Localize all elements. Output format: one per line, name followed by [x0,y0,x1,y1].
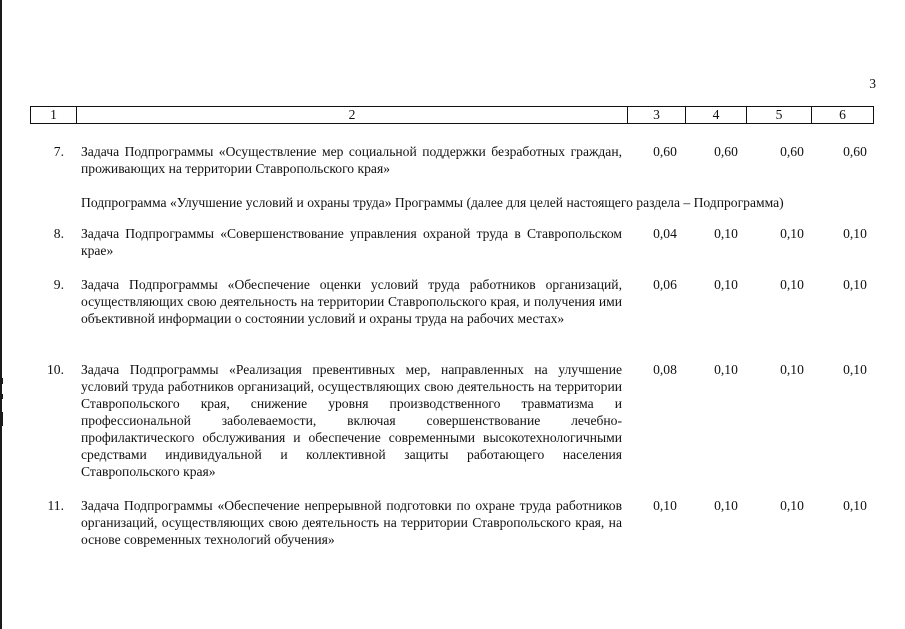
row-task-text: Задача Подпрограммы «Осуществление мер социальной поддержки безработных граждан, проживающих на территории Ставропольского края» [81,144,622,176]
value-col-6: 0,10 [843,498,867,513]
value-col-5: 0,60 [780,144,804,159]
header-col-3: 3 [628,107,686,123]
row-number: 7. [53,144,64,159]
value-col-3: 0,04 [653,226,677,241]
header-col-5: 5 [747,107,812,123]
value-col-3: 0,08 [653,362,677,377]
scan-left-edge [0,0,2,629]
value-col-6: 0,10 [843,277,867,292]
row-task-text: Задача Подпрограммы «Совершенствование управления охраной труда в Ставропольском крае» [81,226,622,258]
value-col-5: 0,10 [780,362,804,377]
value-col-6: 0,10 [843,362,867,377]
value-col-4: 0,10 [714,362,738,377]
value-col-3: 0,06 [653,277,677,292]
value-col-3: 0,10 [653,498,677,513]
value-col-4: 0,10 [714,498,738,513]
row-number: 8. [53,226,64,241]
header-col-4: 4 [686,107,747,123]
scan-mark [0,412,3,426]
value-col-4: 0,10 [714,226,738,241]
value-col-4: 0,60 [714,144,738,159]
row-number: 9. [53,277,64,292]
header-col-6: 6 [839,107,846,122]
value-col-5: 0,10 [780,498,804,513]
header-col-2: 2 [77,107,628,123]
row-task-text: Задача Подпрограммы «Реализация превентивных мер, направленных на улучшение условий труда работников организаций, осуществляющих свою деятельность на территории Ставропольского края, снижение уровня производственного травматизма и профессиональной заболеваемости, включая совершенствование лечебно-профилактического обслуживания и обеспечение современными высокотехнологичными средствами индивидуальной и коллективной защиты работающего населения Ставропольского края» [81,362,622,479]
scan-mark [0,378,3,384]
value-col-4: 0,10 [714,277,738,292]
row-task-text: Задача Подпрограммы «Обеспечение оценки условий труда работников организаций, осуществляющих свою деятельность на территории Ставропольского края, и получения ими объективной информации о состоянии условий и охраны труда на рабочих местах» [81,277,622,326]
table-header-row [30,106,874,124]
scan-mark [0,394,3,399]
row-number: 11. [47,498,64,513]
subprogram-heading: Подпрограмма «Улучшение условий и охраны труда» Программы (далее для целей настоящего раздела – Подпрограмма) [81,195,784,210]
value-col-5: 0,10 [780,226,804,241]
value-col-6: 0,10 [843,226,867,241]
header-col-1: 1 [31,107,77,123]
value-col-5: 0,10 [780,277,804,292]
row-task-text: Задача Подпрограммы «Обеспечение непрерывной подготовки по охране труда работников организаций, осуществляющих свою деятельность на территории Ставропольского края, на основе современных технологий обучения» [81,498,622,547]
value-col-3: 0,60 [653,144,677,159]
row-number: 10. [47,362,64,377]
page-number: 3 [869,76,876,91]
value-col-6: 0,60 [843,144,867,159]
